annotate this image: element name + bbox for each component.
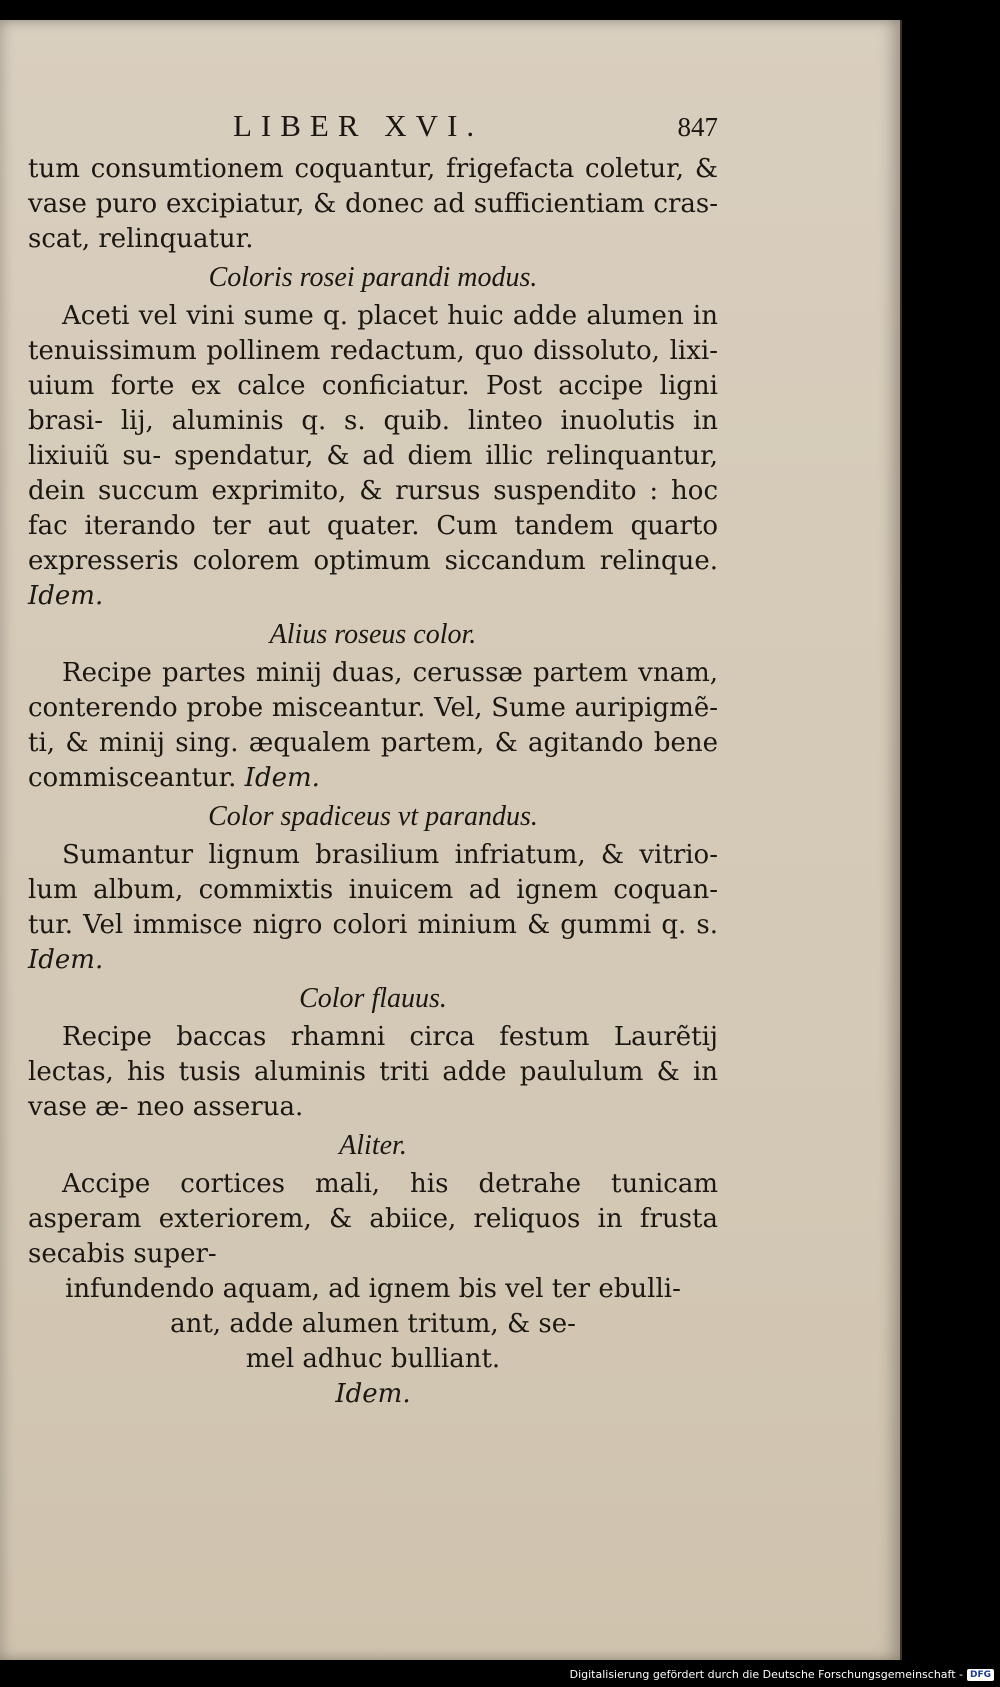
text-line: q. s.: [661, 910, 718, 940]
section-heading: Aliter.: [339, 1130, 407, 1161]
paragraph: [28, 1167, 718, 1272]
paragraph: [28, 299, 718, 614]
text-line: tur. Vel immisce nigro colori minium & gummi: [28, 910, 652, 940]
text-line: Recipe baccas rhamni circa festum Laurẽtij lectas,: [28, 1022, 718, 1087]
tail-line: mel adhuc bulliant.: [245, 1344, 501, 1374]
tail-line: infundendo aquam, ad ignem bis vel ter ebulli-: [65, 1274, 681, 1304]
page-body: [28, 152, 718, 1412]
text-line: Sumantur lignum brasilium infriatum, & vitrio-: [62, 840, 718, 870]
text-line: uium forte ex calce conficiatur. Post accipe ligni brasi-: [28, 371, 718, 436]
running-title: LIBER XVI.: [233, 108, 484, 143]
text-line: ti, & minij sing. æqualem partem, & agitando bene: [28, 728, 718, 758]
text-line: tum consumtionem coquantur, frigefacta coletur, &: [28, 154, 718, 184]
text-line: Aceti vel vini sume q. placet huic adde alumen in: [62, 301, 718, 331]
paragraph: [28, 838, 718, 978]
text-line: neo asserua.: [136, 1092, 304, 1122]
text-line: tenuissimum pollinem redactum, quo dissoluto, lixi-: [28, 336, 718, 366]
section-heading: Color spadiceus vt parandus.: [208, 801, 538, 832]
paragraph: [28, 656, 718, 796]
text-line: lum album, commixtis inuicem ad ignem coquan-: [28, 875, 718, 905]
tail-line: ant, adde alumen tritum, & se-: [170, 1309, 576, 1339]
page-number: 847: [677, 112, 718, 142]
running-head: [28, 108, 718, 152]
book-page: [0, 20, 902, 1660]
text-block: [28, 108, 718, 1412]
text-line: exteriorem, & abiice, reliquos in frusta secabis super-: [28, 1204, 718, 1269]
text-line: Recipe partes minij duas, cerussæ partem vnam,: [62, 658, 718, 688]
digitization-credit: [570, 1668, 994, 1681]
dfg-logo: DFG: [967, 1669, 994, 1681]
text-line: his tusis aluminis triti adde paululum & in vase æ-: [28, 1057, 719, 1122]
paragraph: [28, 1020, 718, 1125]
source-attribution: Idem.: [28, 581, 104, 611]
source-attribution: Idem.: [28, 945, 104, 975]
section-heading: Color flauus.: [299, 983, 447, 1014]
text-line: aut quater. Cum tandem quarto expresseris colorem: [28, 511, 718, 576]
text-line: Accipe cortices mali, his detrahe tunicam asperam: [28, 1169, 718, 1234]
text-line: optimum siccandum relinque.: [313, 546, 718, 576]
text-line: spendatur, & ad diem illic relinquantur, dein succum: [28, 441, 718, 506]
credit-text: Digitalisierung gefördert durch die Deutsche Forschungsgemeinschaft -: [569, 1668, 963, 1681]
text-line: scat, relinquatur.: [28, 224, 254, 254]
text-line: commisceantur.: [28, 763, 237, 793]
paragraph: [28, 152, 718, 257]
text-line: lij, aluminis q. s. quib. linteo inuolutis in lixiuiũ su-: [28, 406, 718, 471]
text-line: vase puro excipiatur, & donec ad sufficientiam cras-: [28, 189, 718, 219]
section-heading: Alius roseus color.: [269, 619, 477, 650]
section-heading: Coloris rosei parandi modus.: [208, 262, 538, 293]
text-line: conterendo probe misceantur. Vel, Sume auripigmẽ-: [28, 693, 718, 723]
source-attribution: Idem.: [335, 1379, 411, 1409]
source-attribution: Idem.: [244, 763, 320, 793]
text-line: exprimito, & rursus suspendito : hoc fac iterando ter: [28, 476, 719, 541]
